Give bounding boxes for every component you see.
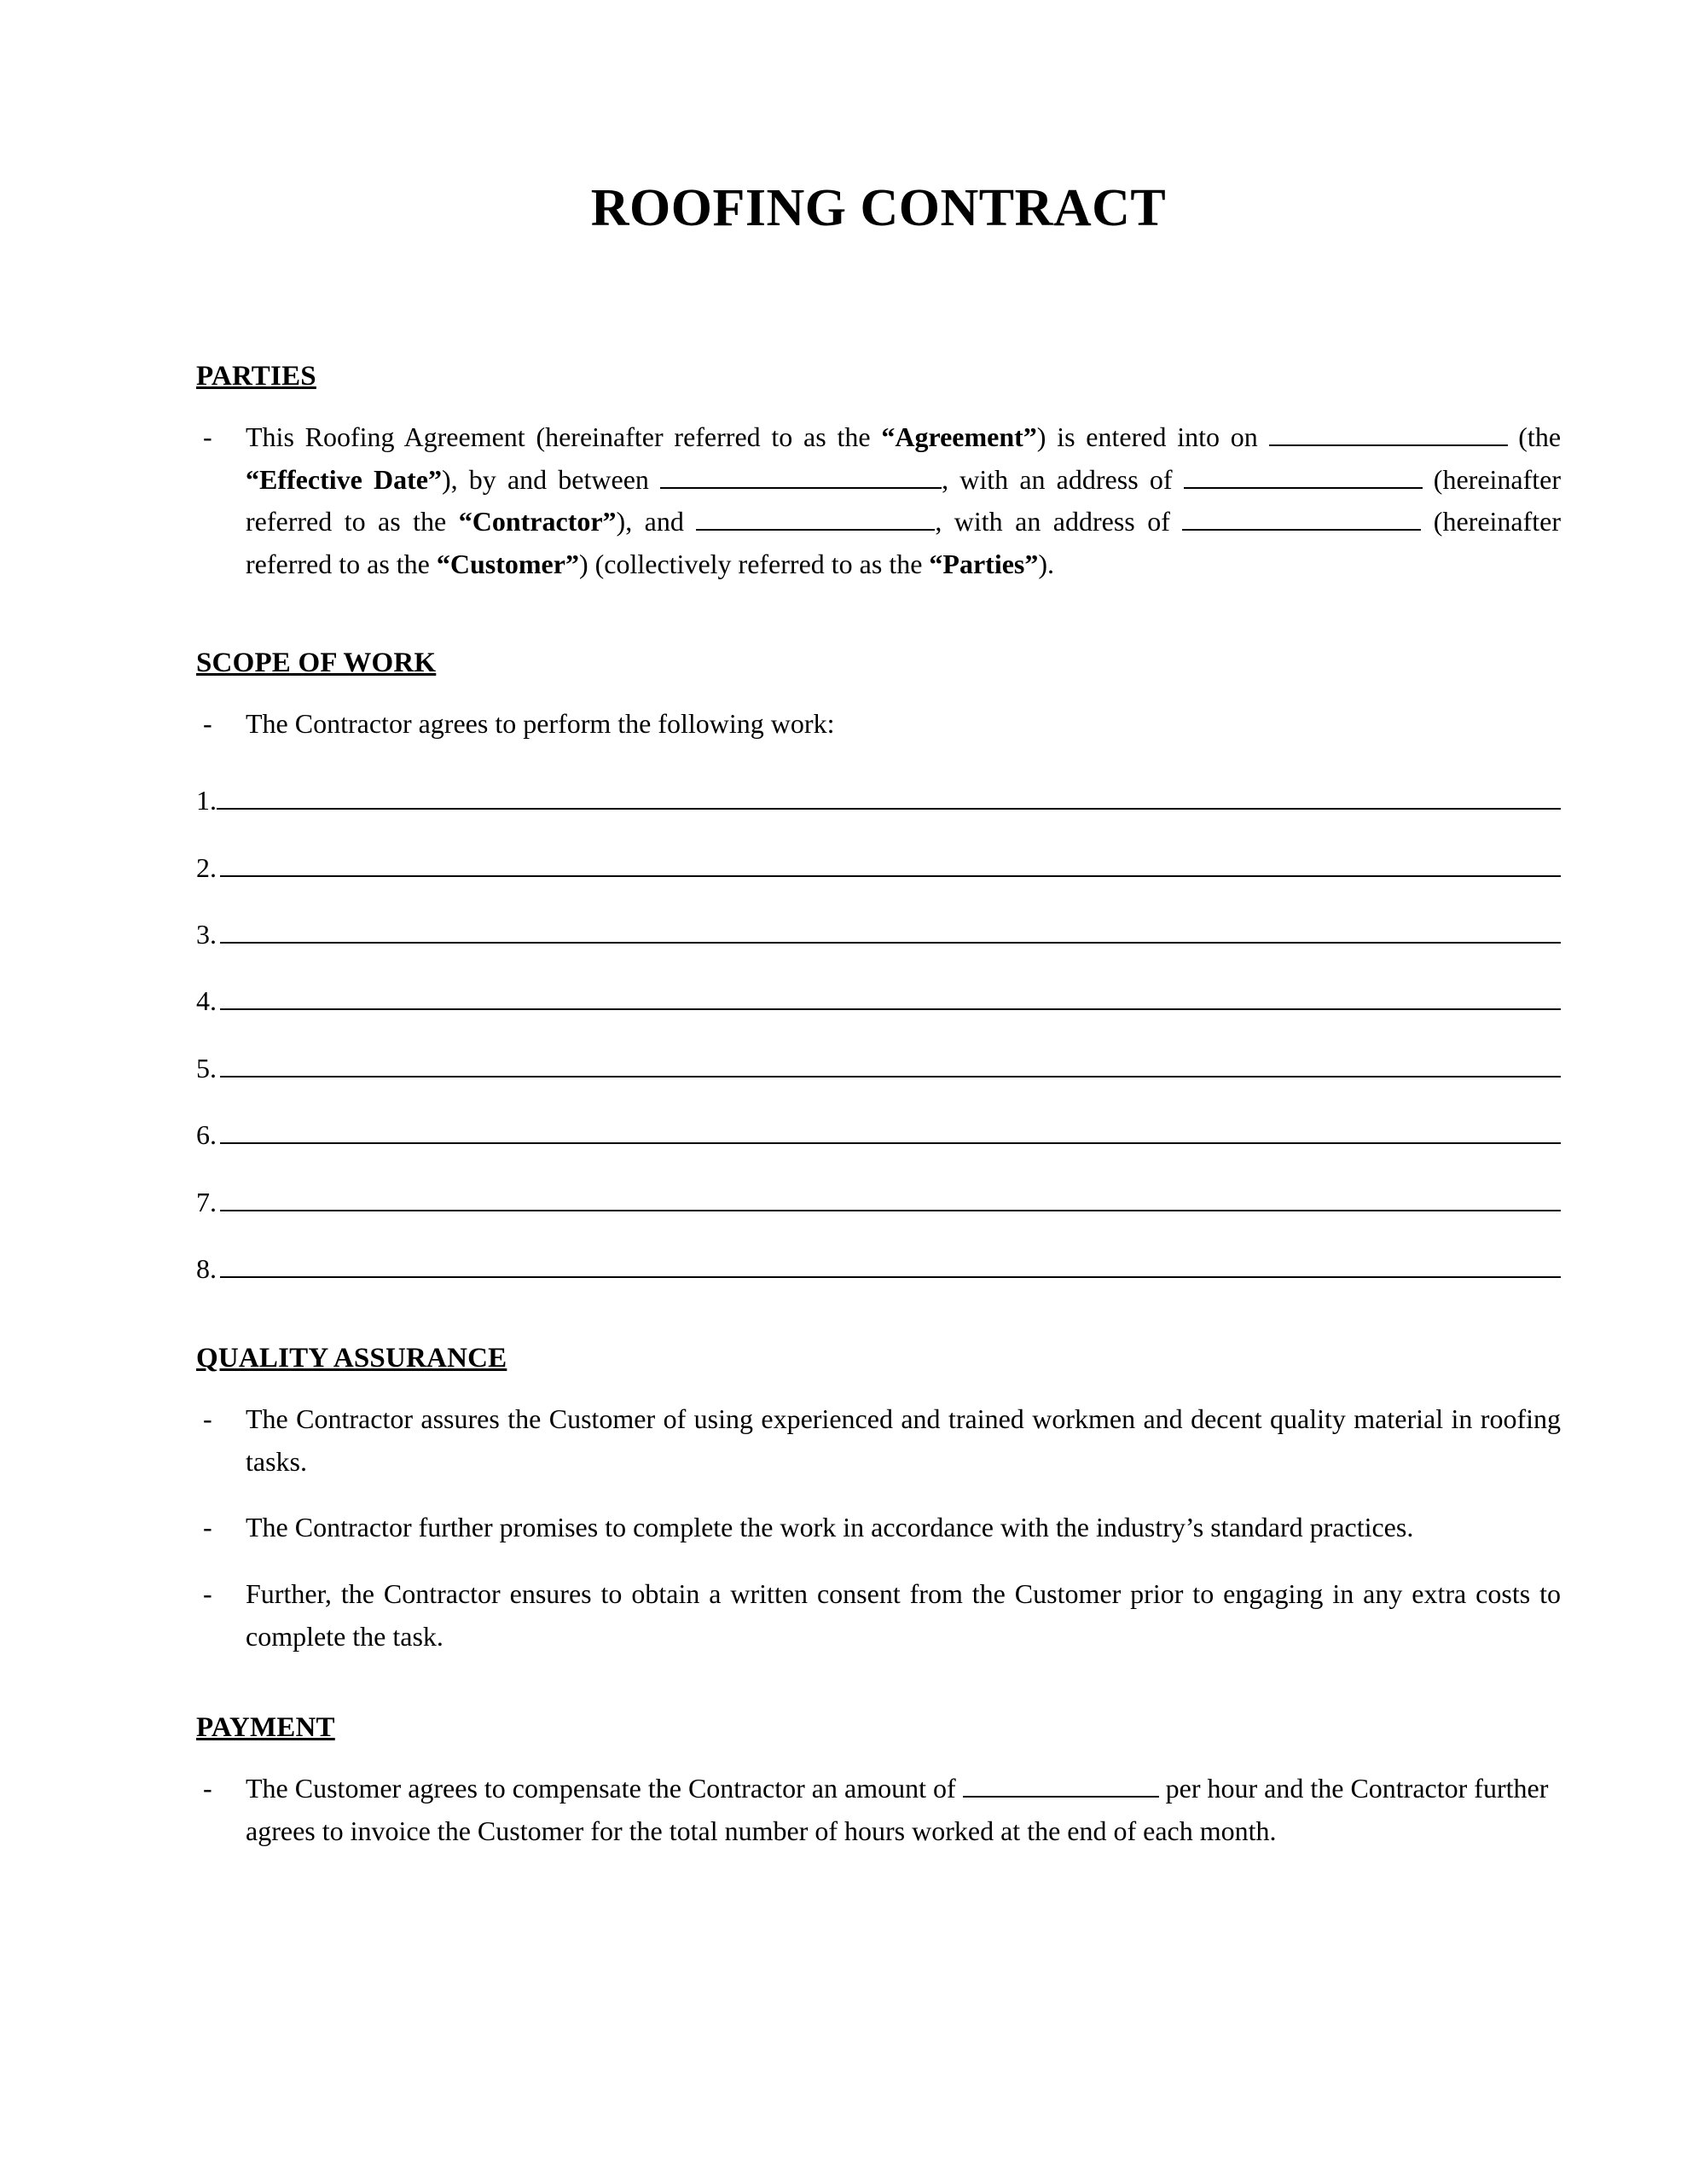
text-segment: ), by and between [441, 463, 661, 495]
text-segment: (hereinafter referred to as the [246, 463, 1562, 537]
quality-bullet-2 [196, 1507, 1561, 1549]
effective-date-blank[interactable] [1269, 444, 1508, 446]
quality-paragraph-2: The Contractor further promises to complete the work in accordance with the industry’s standard practices. [246, 1512, 1414, 1543]
list-item [196, 1186, 1561, 1218]
scope-intro-text: The Contractor agrees to perform the following work: [246, 707, 835, 739]
parties-paragraph [246, 416, 1561, 585]
scope-line-7[interactable] [220, 1188, 1561, 1211]
quality-paragraph-3: Further, the Contractor ensures to obtain a written consent from the Customer prior to engaging in any extra costs to complete the task. [246, 1578, 1561, 1652]
list-item-number: 5. [196, 1052, 217, 1083]
list-item-number: 3. [196, 918, 217, 950]
payment-paragraph [246, 1768, 1561, 1852]
page-title: ROOFING CONTRACT [590, 179, 1167, 237]
list-item-number: 6. [196, 1119, 217, 1151]
term-contractor: “Contractor” [458, 506, 617, 537]
section-heading-scope-of-work: SCOPE OF WORK [196, 647, 437, 678]
scope-line-4[interactable] [220, 986, 1561, 1010]
list-item [196, 784, 1561, 816]
scope-line-1[interactable] [217, 786, 1561, 810]
list-item [196, 918, 1561, 950]
contractor-address-blank[interactable] [1184, 487, 1423, 489]
section-heading-payment: PAYMENT [196, 1712, 335, 1744]
text-segment: , with an address of [935, 506, 1183, 537]
bullet-dash: - [203, 1403, 212, 1435]
scope-line-6[interactable] [220, 1120, 1561, 1144]
parties-bullet-1 [196, 416, 1561, 585]
bullet-dash: - [203, 707, 212, 739]
list-item [196, 851, 1561, 884]
term-customer: “Customer” [436, 548, 579, 579]
text-segment: ) is entered into on [1036, 421, 1269, 453]
list-item-number: 4. [196, 985, 217, 1017]
quality-paragraph-1: The Contractor assures the Customer of using experienced and trained workmen and decent quality material in roofing tasks. [246, 1403, 1561, 1477]
customer-name-blank[interactable] [696, 529, 935, 531]
contractor-name-blank[interactable] [660, 487, 942, 489]
text-segment: This Roofing Agreement (hereinafter referred to as the [246, 421, 882, 453]
scope-line-2[interactable] [220, 853, 1561, 877]
text-segment: ). [1038, 548, 1055, 579]
list-item-number: 8. [196, 1252, 217, 1284]
scope-line-5[interactable] [220, 1054, 1561, 1077]
scope-bullet-1 [196, 703, 1561, 746]
section-heading-parties: PARTIES [196, 361, 316, 392]
list-item-number: 1. [196, 785, 217, 816]
term-agreement: “Agreement” [881, 421, 1037, 453]
bullet-dash: - [203, 1578, 212, 1610]
term-parties: “Parties” [929, 548, 1039, 579]
scope-line-8[interactable] [220, 1254, 1561, 1278]
text-segment: per hour and the Contractor further agrees to invoice the Customer for the total number of hours worked at the end of each month. [246, 1773, 1549, 1846]
customer-address-blank[interactable] [1182, 529, 1421, 531]
list-item [196, 985, 1561, 1017]
payment-bullet-1 [196, 1768, 1561, 1852]
text-segment: ), and [616, 506, 697, 537]
bullet-dash: - [203, 1512, 212, 1543]
text-segment: , with an address of [942, 463, 1184, 495]
section-heading-quality-assurance: QUALITY ASSURANCE [196, 1343, 507, 1374]
list-item-number: 7. [196, 1186, 217, 1217]
text-segment: ) (collectively referred to as the [578, 548, 930, 579]
text-segment: (hereinafter referred to as the [246, 506, 1562, 579]
scope-line-3[interactable] [220, 920, 1561, 944]
term-effective-date: “Effective Date” [246, 463, 442, 495]
scope-of-work-blank-lines [196, 784, 1561, 1285]
quality-bullet-1 [196, 1398, 1561, 1483]
hourly-rate-blank[interactable] [963, 1796, 1159, 1798]
text-segment: The Customer agrees to compensate the Contractor an amount of [246, 1773, 963, 1804]
text-segment: (the [1507, 421, 1562, 453]
bullet-dash: - [203, 421, 212, 453]
list-item-number: 2. [196, 851, 217, 883]
list-item [196, 1252, 1561, 1285]
quality-bullet-3 [196, 1573, 1561, 1658]
bullet-dash: - [203, 1773, 212, 1804]
list-item [196, 1118, 1561, 1151]
list-item [196, 1052, 1561, 1084]
